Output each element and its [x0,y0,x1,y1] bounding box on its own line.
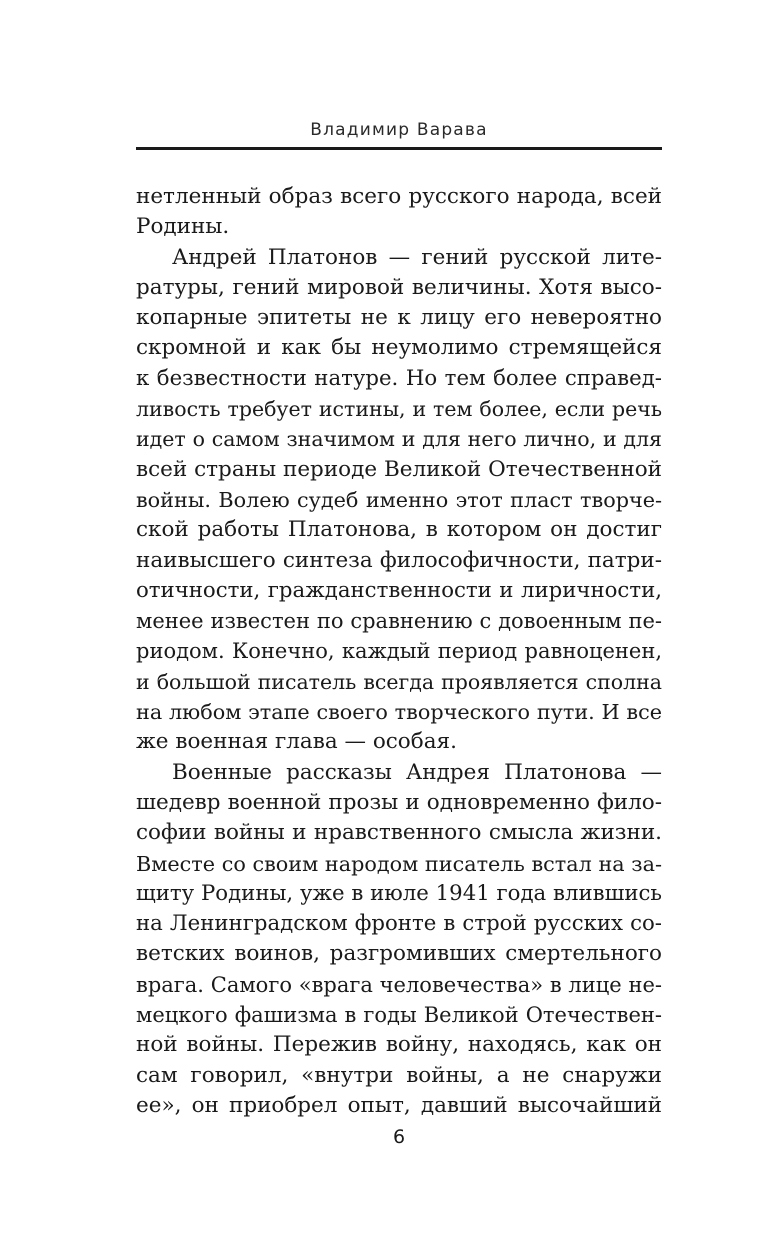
text-line: шедевр военной прозы и одновременно фило- [136,789,662,815]
text-line: войны. Волею судеб именно этот пласт творче- [136,487,662,512]
text-line: мецкого фашизма в годы Великой Отечествен- [136,1003,662,1028]
text-line: ветских воинов, разгромивших смертельного [136,941,662,967]
header-rule [136,147,662,150]
text-line: Андрей Платонов — гений русской лите- [172,244,662,270]
text-line: и большой писатель всегда проявляется сполна [136,669,662,694]
text-line: ливость требует истины, и тем более, если речь [136,397,662,422]
text-line: Военные рассказы Андрея Платонова — [172,759,662,785]
text-line: на любом этапе своего творческого пути. И все [136,700,662,725]
text-line: наивысшего синтеза философичности, патри- [136,547,662,573]
body-text [136,182,662,1121]
running-header-author: Владимир Варава [310,120,488,140]
text-line: риодом. Конечно, каждый период равноценен, [136,639,662,664]
text-line: щиту Родины, уже в июле 1941 года влившись [136,880,662,906]
page-number: 6 [392,1126,406,1148]
text-line: сам говорил, «внутри войны, а не снаружи [136,1062,662,1088]
text-line: ее», он приобрел опыт, давший высочайший [136,1092,662,1118]
text-line: ской работы Платонова, в котором он достиг [136,517,662,543]
text-line: врага. Самого «врага человечества» в лице не- [136,972,662,997]
text-line: Вместе со своим народом писатель встал на за- [136,851,662,876]
text-line: к безвестности натуре. Но тем более справед- [136,365,662,391]
text-line: идет о самом значимом и для него лично, и для [136,427,662,452]
text-line: Родины. [136,214,230,240]
text-line: отичности, гражданственности и лиричности, [136,577,662,603]
text-line: софии войны и нравственного смысла жизни. [136,820,662,846]
text-line: ной войны. Пережив войну, находясь, как он [136,1032,662,1058]
text-line: скромной и как бы неумолимо стремящейся [136,335,662,361]
text-line: копарные эпитеты не к лицу его невероятно [136,305,662,331]
text-line: менее известен по сравнению с довоенным пе- [136,609,662,634]
text-line: на Ленинградском фронте в строй русских со- [136,911,662,937]
text-line: нетленный образ всего русского народа, всей [136,184,662,209]
text-line: ратуры, гений мировой величины. Хотя высо- [136,274,662,300]
text-line: всей страны периоде Великой Отечественной [136,456,662,482]
text-line: же военная глава — особая. [136,729,457,755]
